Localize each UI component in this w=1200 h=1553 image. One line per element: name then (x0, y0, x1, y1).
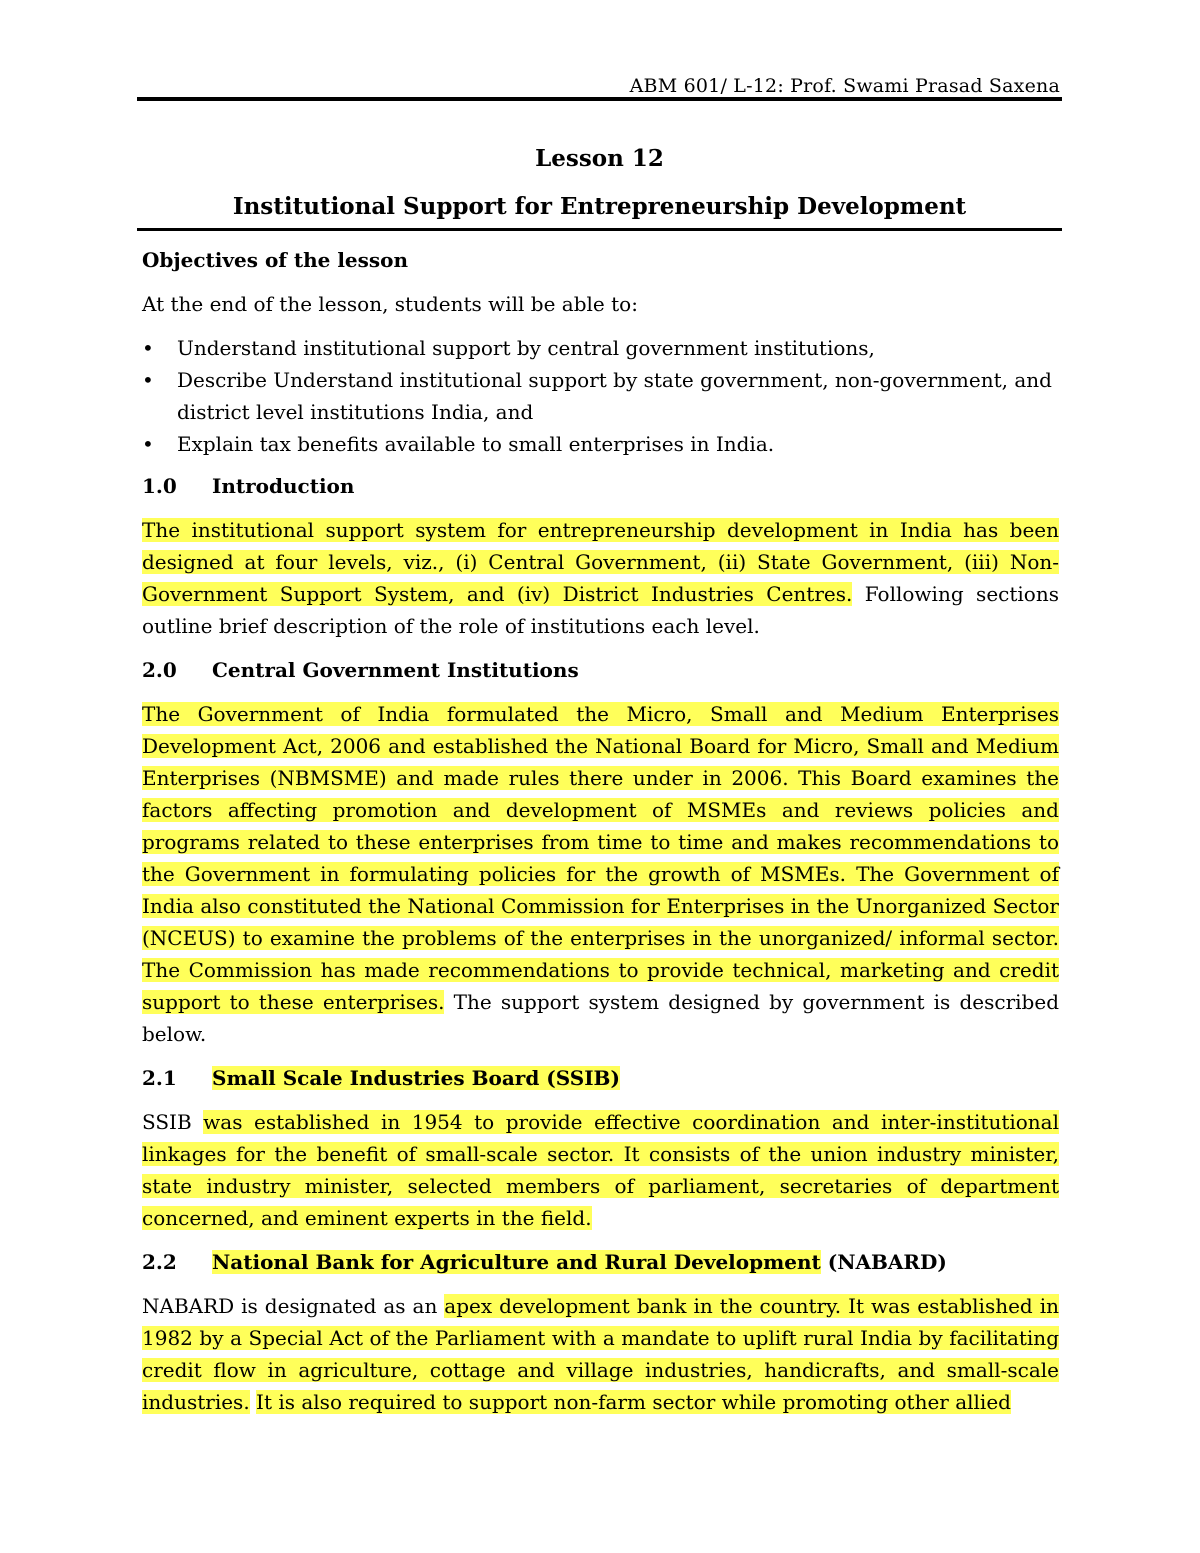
bullet-icon: • (142, 432, 154, 456)
section-heading-central-government (142, 654, 1059, 686)
header-rule (137, 97, 1062, 101)
objective-text: Describe Understand institutional support by state government, non-government, and district level institutions India, and (177, 368, 1052, 424)
section-heading-nabard (142, 1246, 1059, 1278)
section-title-suffix: (NABARD) (820, 1250, 947, 1274)
bullet-icon: • (142, 368, 154, 392)
list-item (142, 428, 1059, 460)
introduction-paragraph (142, 514, 1059, 642)
bullet-icon: • (142, 336, 154, 360)
highlighted-text: The institutional support system for entrepreneurship development in India has been designed at four levels, viz., (i) Central Government, (ii) State Government, (iii) Non-Government Support System, and (iv) District Industries Centres. (142, 518, 1059, 606)
list-item (142, 364, 1059, 428)
section-number: 2.0 (142, 658, 177, 682)
highlighted-text: It is also required to support non-farm sector while promoting other allied (256, 1390, 1011, 1414)
section-number: 2.1 (142, 1066, 177, 1090)
section-heading-introduction (142, 470, 1059, 502)
plain-text: NABARD is designated as an (142, 1294, 445, 1318)
section-title: Introduction (212, 474, 355, 498)
document-body (142, 244, 1059, 1430)
title-rule (137, 228, 1062, 231)
plain-text: SSIB (142, 1110, 204, 1134)
list-item (142, 332, 1059, 364)
lesson-title: Lesson 12 (535, 145, 664, 172)
objectives-heading: Objectives of the lesson (142, 248, 409, 272)
section-heading-ssib (142, 1062, 1059, 1094)
plain-text: Following sections outline brief description of the role of institutions each level. (142, 582, 1059, 638)
highlighted-text: The Government of India formulated the Micro, Small and Medium Enterprises Development Act, 2006 and established the National Board for Micro, Small and Medium Enterprises (NBMSME) and made rules there under in 2006. This Board examines the factors affecting promotion and development of MSMEs and reviews policies and programs related to these enterprises from time to time and makes recommendations to the Government in formulating policies for the growth of MSMEs. The Government of India also constituted the National Commission for Enterprises in the Unorganized Sector (NCEUS) to examine the problems of the enterprises in the unorganized/ informal sector. The Commission has made recommendations to provide technical, marketing and credit support to these enterprises. (142, 702, 1059, 1014)
section-title: National Bank for Agriculture and Rural Development (212, 1250, 821, 1274)
objectives-list (142, 332, 1059, 460)
section-number: 1.0 (142, 474, 177, 498)
section-number: 2.2 (142, 1250, 177, 1274)
highlighted-text: was established in 1954 to provide effective coordination and inter-institutional linkages for the benefit of small-scale sector. It consists of the union industry minister, state industry minister, selected members of parliament, secretaries of department concerned, and eminent experts in the field. (142, 1110, 1060, 1230)
title-block (137, 140, 1062, 226)
nabard-paragraph (142, 1290, 1059, 1418)
highlighted-text: apex development bank in the country. It was established in 1982 by a Special Act of the Parliament with a mandate to uplift rural India by facilitating credit flow in agriculture, cottage and village industries, handicrafts, and small-scale industries. (142, 1294, 1059, 1414)
ssib-paragraph (142, 1106, 1059, 1234)
running-header: ABM 601/ L-12: Prof. Swami Prasad Saxena (629, 75, 1060, 97)
section-title: Small Scale Industries Board (SSIB) (212, 1066, 620, 1090)
objectives-intro: At the end of the lesson, students will be able to: (142, 292, 638, 316)
section-title: Central Government Institutions (212, 658, 579, 682)
objective-text: Explain tax benefits available to small enterprises in India. (177, 432, 775, 456)
plain-text: The support system designed by government is described below. (142, 990, 1059, 1046)
lesson-subtitle: Institutional Support for Entrepreneurship Development (232, 193, 967, 220)
central-government-paragraph (142, 698, 1059, 1050)
objective-text: Understand institutional support by central government institutions, (177, 336, 875, 360)
